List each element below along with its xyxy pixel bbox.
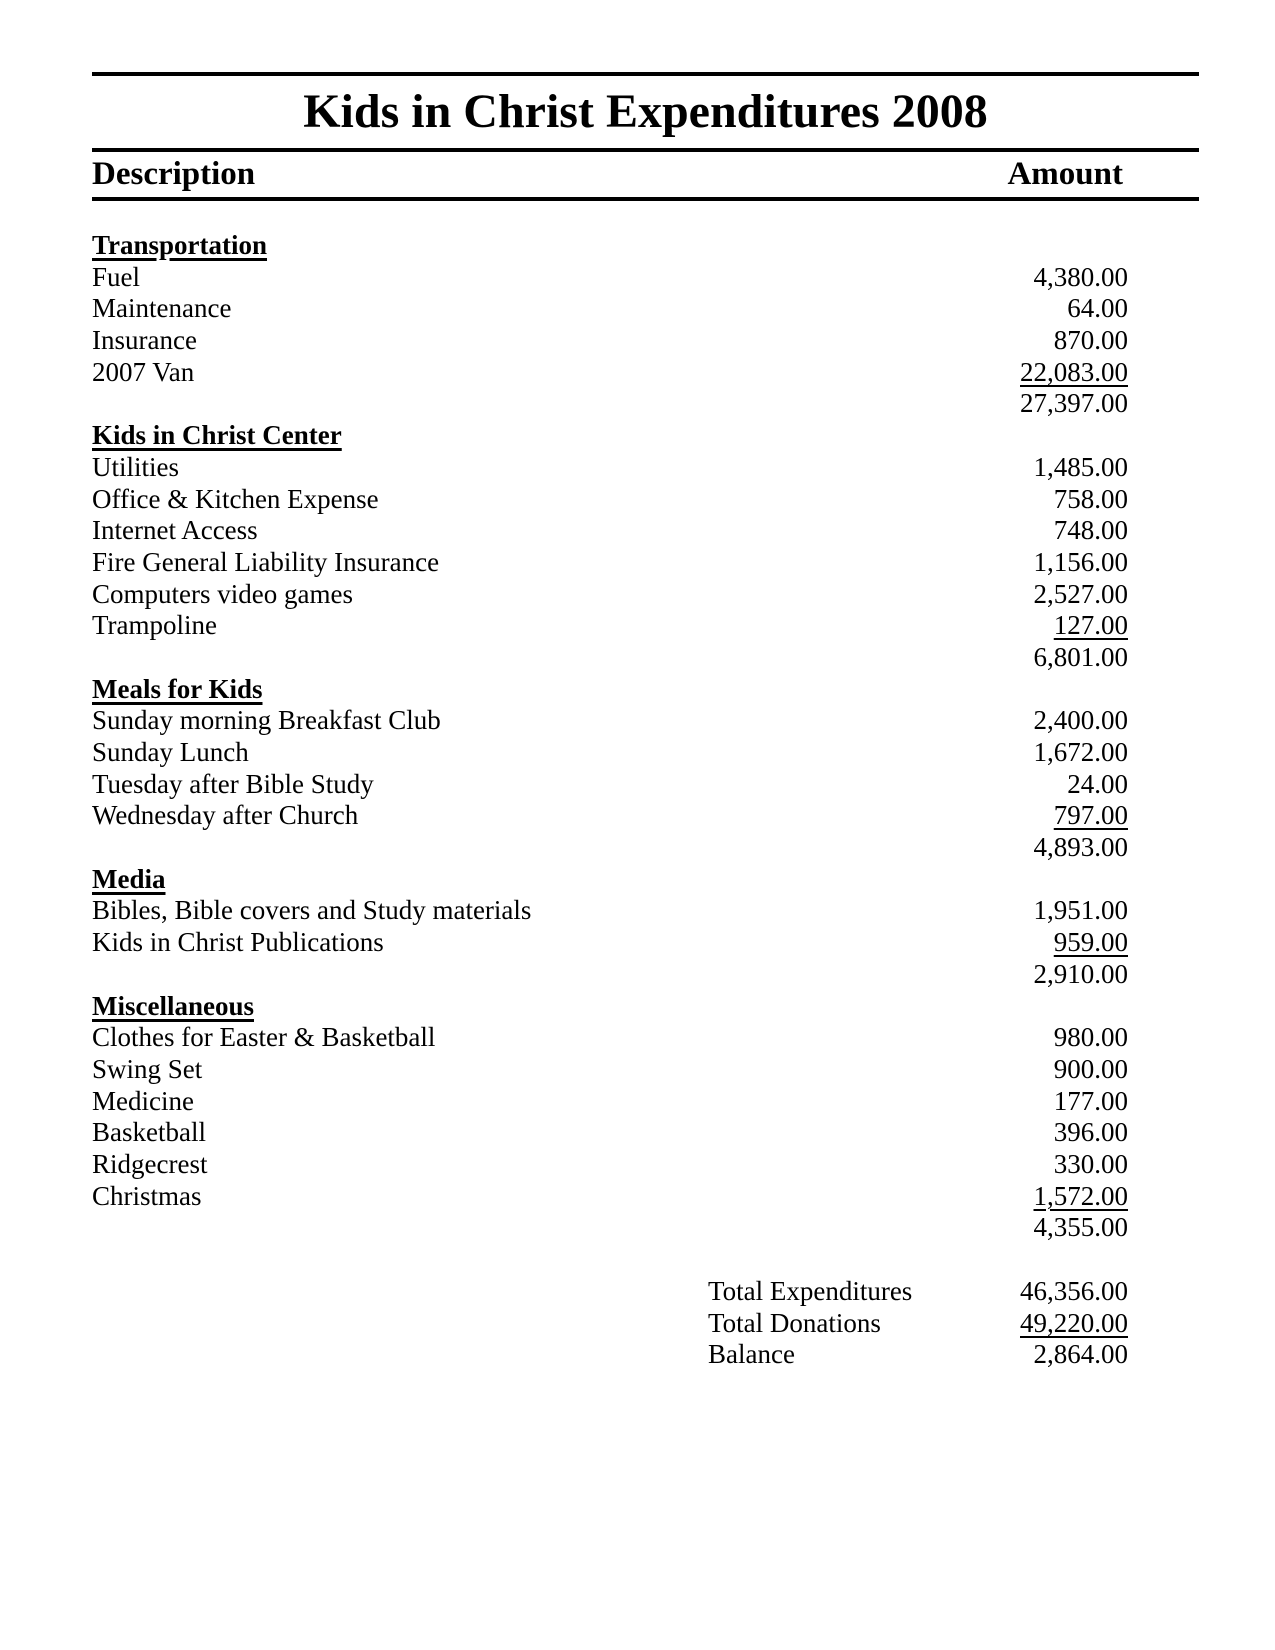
expense-amount: 1,485.00 bbox=[1033, 451, 1128, 482]
expense-amount: 396.00 bbox=[1053, 1117, 1128, 1148]
total-label: Balance bbox=[708, 1339, 795, 1370]
expense-amount: 24.00 bbox=[1067, 768, 1128, 799]
expense-label: Fuel bbox=[92, 261, 141, 292]
total-amount: 46,356.00 bbox=[1020, 1276, 1128, 1306]
expense-section bbox=[92, 420, 1199, 674]
section-subtotal-row bbox=[92, 959, 1199, 991]
section-heading: Miscellaneous bbox=[92, 990, 254, 1021]
section-heading: Media bbox=[92, 863, 166, 894]
total-amount: 49,220.00 bbox=[1020, 1307, 1128, 1338]
section-subtotal-row bbox=[92, 832, 1199, 864]
section-subtotal-amount: 4,355.00 bbox=[1033, 1212, 1128, 1243]
expense-row bbox=[92, 800, 1199, 832]
section-heading: Meals for Kids bbox=[92, 673, 263, 704]
expense-amount: 127.00 bbox=[1053, 610, 1128, 641]
total-row bbox=[92, 1339, 1199, 1371]
expense-label: Wednesday after Church bbox=[92, 800, 359, 831]
expense-label: Medicine bbox=[92, 1085, 194, 1116]
expense-label: Computers video games bbox=[92, 578, 353, 609]
expense-amount: 980.00 bbox=[1053, 1022, 1128, 1053]
section-heading: Transportation bbox=[92, 230, 268, 260]
expense-section bbox=[92, 230, 1199, 420]
document-title: Kids in Christ Expenditures 2008 bbox=[303, 85, 988, 138]
expense-label: Maintenance bbox=[92, 293, 232, 324]
expense-row bbox=[92, 705, 1199, 737]
section-items bbox=[92, 705, 1199, 832]
expense-row bbox=[92, 547, 1199, 579]
section-subtotal-row bbox=[92, 1212, 1199, 1244]
column-header-row bbox=[92, 152, 1199, 197]
expense-amount: 2,400.00 bbox=[1033, 705, 1128, 736]
expense-row bbox=[92, 769, 1199, 801]
expense-amount: 330.00 bbox=[1053, 1148, 1128, 1179]
expense-section bbox=[92, 991, 1199, 1245]
expense-label: Internet Access bbox=[92, 515, 258, 546]
expense-row bbox=[92, 262, 1199, 294]
expense-amount: 870.00 bbox=[1053, 325, 1128, 356]
expense-row bbox=[92, 325, 1199, 357]
expense-label: Basketball bbox=[92, 1117, 206, 1148]
expense-amount: 64.00 bbox=[1067, 293, 1128, 324]
section-heading-row bbox=[92, 991, 1199, 1023]
section-heading-row bbox=[92, 420, 1199, 452]
expense-amount: 959.00 bbox=[1053, 927, 1128, 958]
expense-row bbox=[92, 1149, 1199, 1181]
expense-amount: 1,572.00 bbox=[1033, 1180, 1128, 1211]
expense-label: Trampoline bbox=[92, 610, 218, 641]
total-amount: 2,864.00 bbox=[1033, 1339, 1128, 1370]
expense-amount: 758.00 bbox=[1053, 483, 1128, 514]
section-heading-row bbox=[92, 230, 1199, 262]
expense-row bbox=[92, 293, 1199, 325]
section-subtotal-amount: 4,893.00 bbox=[1033, 832, 1128, 863]
section-heading-row bbox=[92, 674, 1199, 706]
section-items bbox=[92, 452, 1199, 642]
section-heading-row bbox=[92, 864, 1199, 896]
total-row bbox=[92, 1276, 1199, 1308]
expense-amount: 22,083.00 bbox=[1020, 356, 1128, 387]
expense-amount: 1,672.00 bbox=[1033, 737, 1128, 767]
expense-label: Kids in Christ Publications bbox=[92, 927, 384, 958]
expense-row bbox=[92, 484, 1199, 516]
expense-row bbox=[92, 610, 1199, 642]
expense-row bbox=[92, 515, 1199, 547]
expense-label: Insurance bbox=[92, 325, 197, 356]
expense-label: 2007 Van bbox=[92, 356, 195, 387]
total-label: Total Expenditures bbox=[708, 1276, 913, 1306]
expense-row bbox=[92, 1022, 1199, 1054]
expense-section bbox=[92, 864, 1199, 991]
expense-label: Christmas bbox=[92, 1180, 202, 1211]
total-label: Total Donations bbox=[708, 1307, 881, 1338]
expense-row bbox=[92, 927, 1199, 959]
expense-row bbox=[92, 1086, 1199, 1118]
section-heading: Kids in Christ Center bbox=[92, 420, 342, 451]
expense-label: Bibles, Bible covers and Study materials bbox=[92, 895, 532, 926]
section-items bbox=[92, 262, 1199, 389]
expense-row bbox=[92, 357, 1199, 389]
expense-label: Tuesday after Bible Study bbox=[92, 768, 374, 799]
section-subtotal-row bbox=[92, 642, 1199, 674]
expense-amount: 748.00 bbox=[1053, 515, 1128, 546]
expense-row bbox=[92, 579, 1199, 611]
expense-row bbox=[92, 1054, 1199, 1086]
expense-amount: 177.00 bbox=[1053, 1085, 1128, 1116]
expense-label: Utilities bbox=[92, 451, 179, 482]
total-row bbox=[92, 1308, 1199, 1340]
document-page bbox=[92, 72, 1199, 1371]
expense-label: Sunday morning Breakfast Club bbox=[92, 705, 441, 736]
description-column-header: Description bbox=[92, 156, 256, 192]
section-items bbox=[92, 1022, 1199, 1212]
amount-column-header: Amount bbox=[1007, 156, 1123, 192]
expense-amount: 2,527.00 bbox=[1033, 578, 1128, 609]
expense-row bbox=[92, 1181, 1199, 1213]
section-subtotal-amount: 6,801.00 bbox=[1033, 641, 1128, 672]
section-items bbox=[92, 895, 1199, 958]
expense-row bbox=[92, 1117, 1199, 1149]
expense-label: Fire General Liability Insurance bbox=[92, 546, 440, 577]
expense-label: Sunday Lunch bbox=[92, 737, 249, 767]
expense-sections bbox=[92, 230, 1199, 1244]
expense-row bbox=[92, 895, 1199, 927]
expense-row bbox=[92, 452, 1199, 484]
header-rule bbox=[92, 197, 1199, 201]
expense-label: Clothes for Easter & Basketball bbox=[92, 1022, 436, 1053]
totals-block bbox=[92, 1276, 1199, 1371]
expense-amount: 900.00 bbox=[1053, 1053, 1128, 1084]
expense-label: Office & Kitchen Expense bbox=[92, 483, 379, 514]
expense-label: Ridgecrest bbox=[92, 1148, 208, 1179]
expense-amount: 1,156.00 bbox=[1033, 546, 1128, 577]
section-subtotal-amount: 2,910.00 bbox=[1033, 958, 1128, 989]
expense-amount: 797.00 bbox=[1053, 800, 1128, 831]
expense-amount: 4,380.00 bbox=[1033, 261, 1128, 292]
expense-section bbox=[92, 674, 1199, 864]
expense-row bbox=[92, 737, 1199, 769]
expense-amount: 1,951.00 bbox=[1033, 895, 1128, 926]
section-subtotal-amount: 27,397.00 bbox=[1020, 388, 1128, 419]
section-subtotal-row bbox=[92, 388, 1199, 420]
expense-label: Swing Set bbox=[92, 1053, 203, 1084]
